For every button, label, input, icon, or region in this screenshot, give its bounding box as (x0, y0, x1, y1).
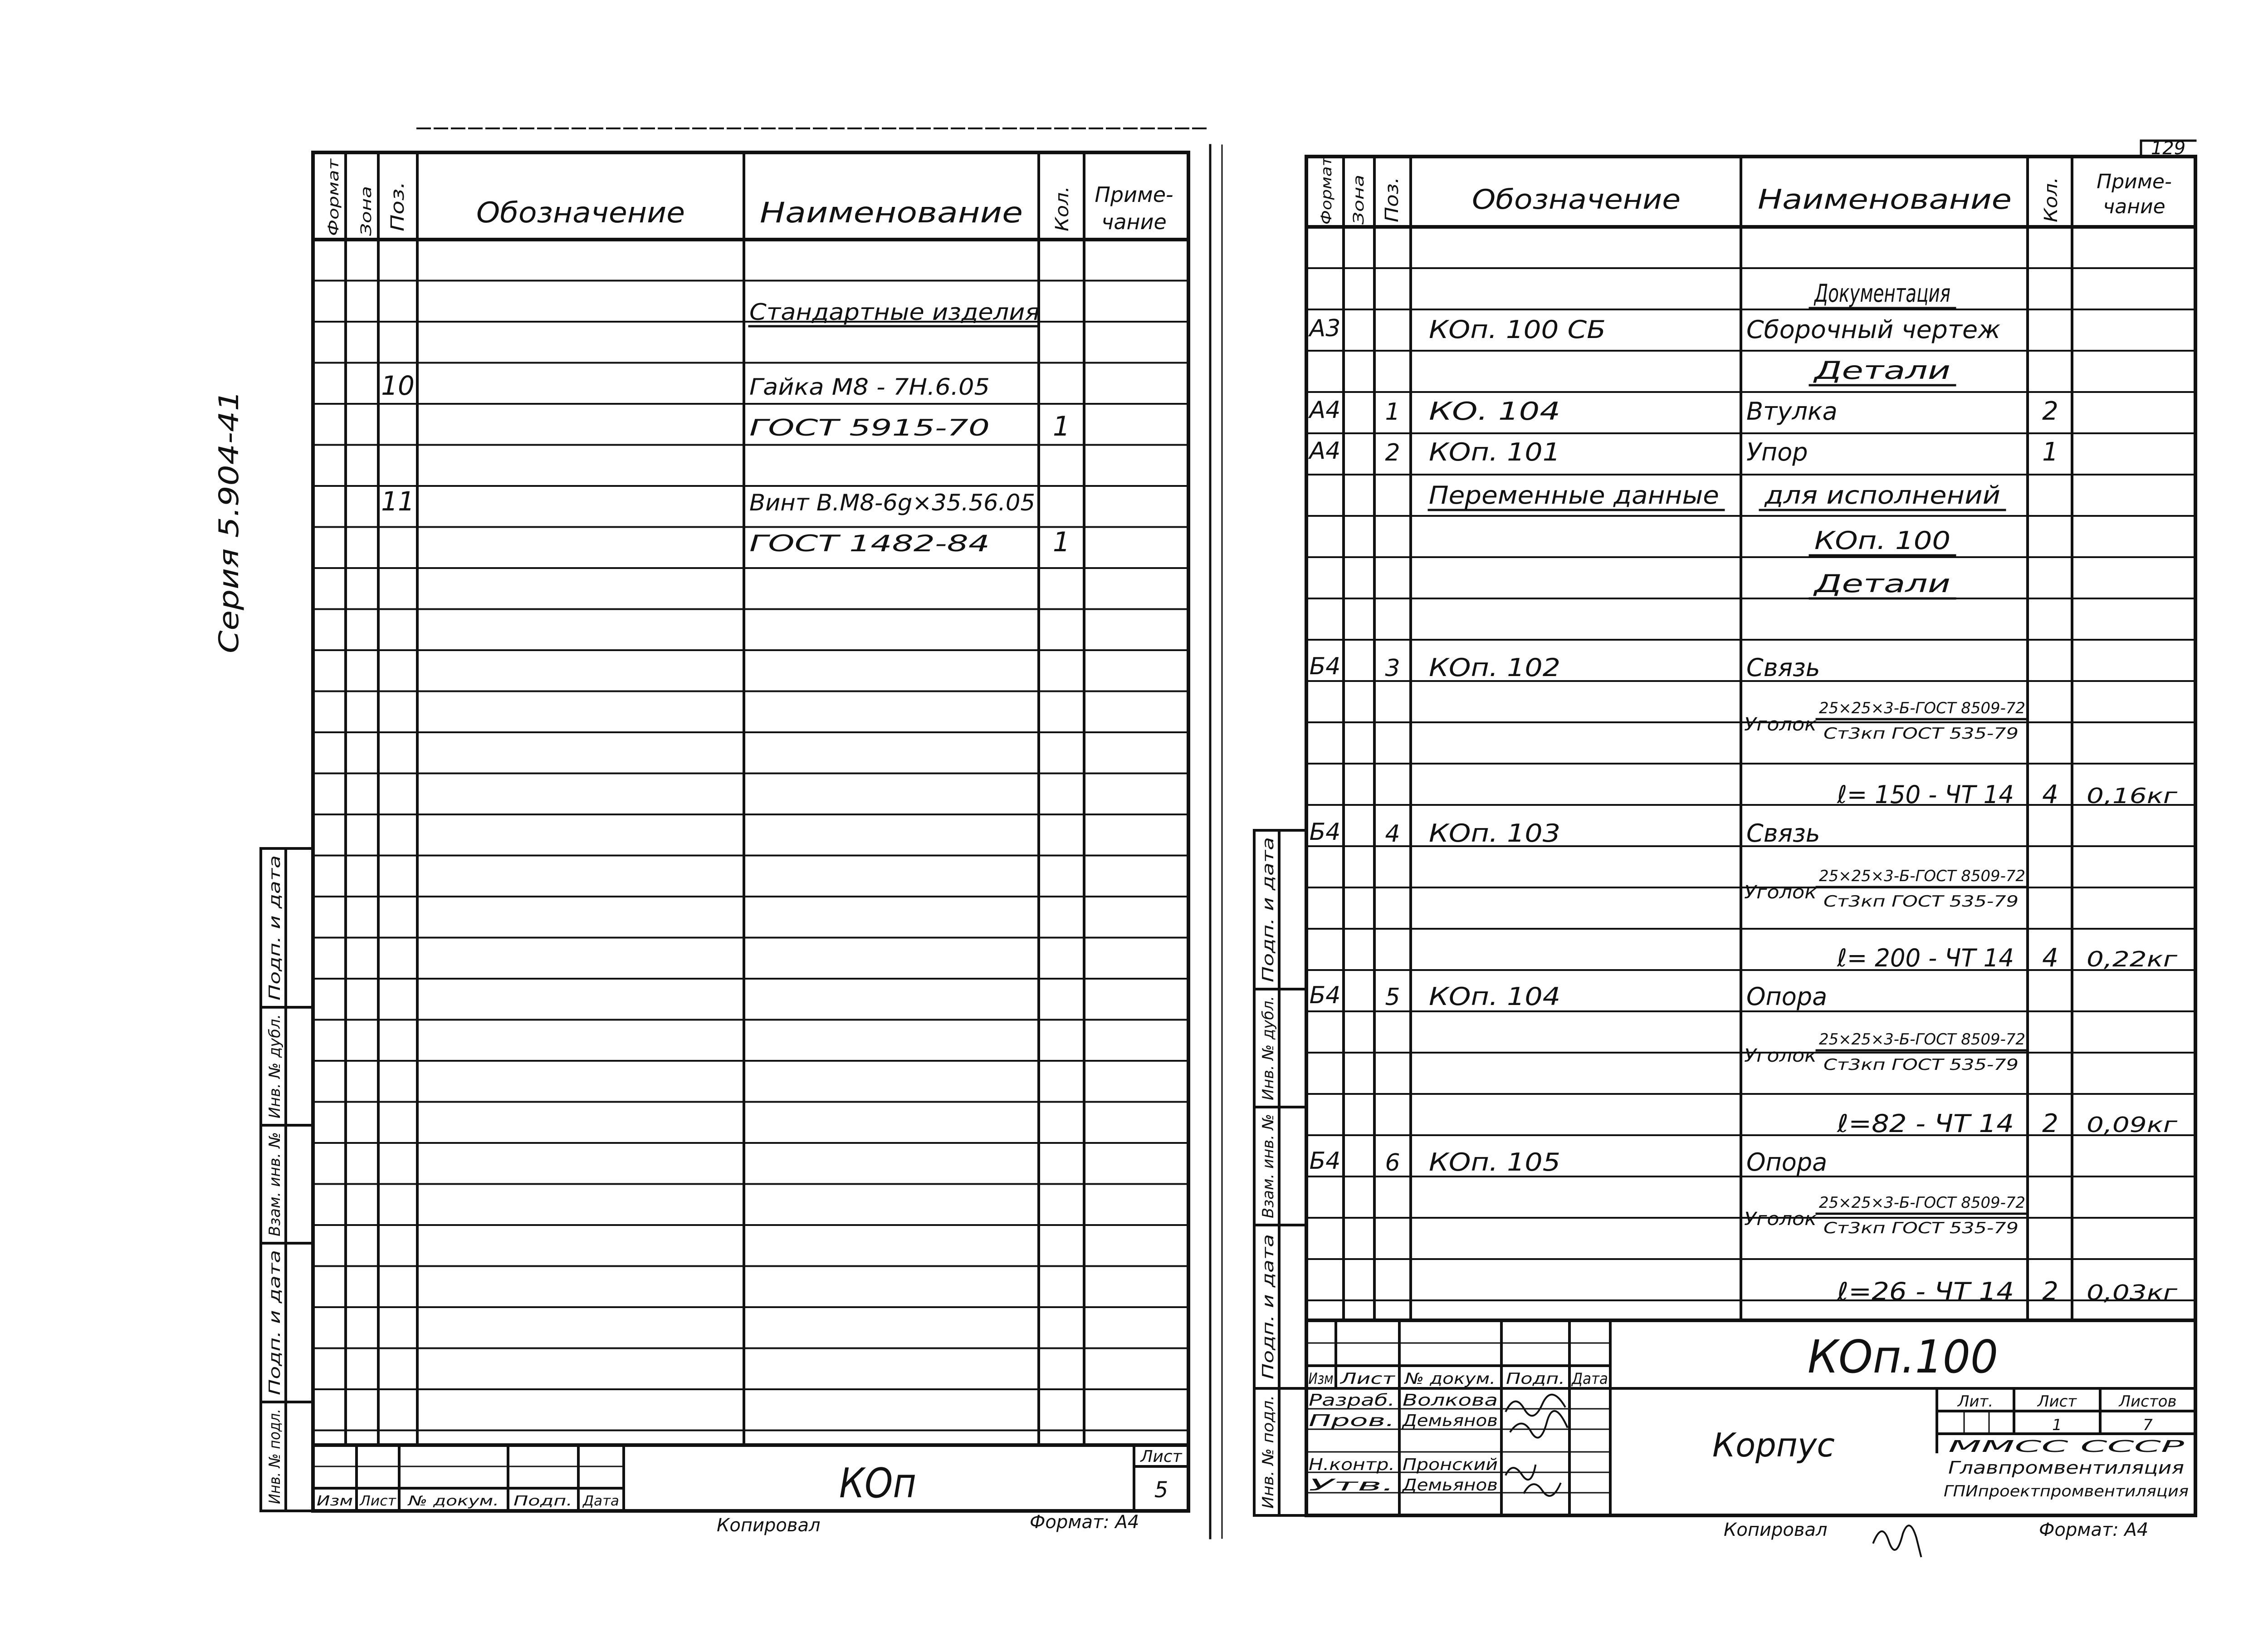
right-row-qty: 2 (2042, 1109, 2058, 1138)
right-sheets-label: Листов (2119, 1392, 2177, 1411)
right-tb-role: Утв. (1309, 1476, 1395, 1495)
right-row-qty: 2 (2042, 1277, 2058, 1306)
right-row-pos: 6 (1385, 1149, 1400, 1176)
right-row-format: А3 (1309, 315, 1341, 342)
right-row-name: ℓ=26 - ЧТ 14 (1836, 1277, 2014, 1306)
series-label: Серия 5.904-41 (213, 435, 245, 653)
left-stamp-label: Инв. № дубл. (266, 1013, 284, 1118)
left-tb-col: Изм (317, 1493, 353, 1509)
right-lit-label: Лит. (1957, 1392, 1994, 1411)
right-row-format: Б4 (1309, 982, 1341, 1009)
right-row-designation: КОп. 101 (1429, 438, 1560, 466)
left-tb-col: № докум. (407, 1493, 499, 1509)
right-row-name: для исполнений (1764, 481, 2000, 510)
right-row-pos: 5 (1385, 984, 1400, 1011)
right-row-name: КОп. 100 (1814, 526, 1950, 555)
left-stamp-label: Подп. и дата (266, 1290, 284, 1395)
right-row-name-bot: Ст3кп ГОСТ 535-79 (1823, 1219, 2019, 1237)
right-row-qty: 4 (2042, 943, 2058, 973)
left-row-name: ГОСТ 1482-84 (749, 530, 990, 557)
right-stamp-label: Подп. и дата (1259, 1274, 1277, 1379)
right-footer-copied: Копировал (1724, 1520, 1828, 1540)
right-row-name: Детали (1813, 569, 1950, 598)
right-tb-col: Лист (1339, 1370, 1396, 1388)
right-stamp-label: Взам. инв. № (1259, 1113, 1277, 1218)
right-row-name: Сборочный чертеж (1746, 315, 2001, 344)
right-tb-col: № докум. (1403, 1370, 1496, 1388)
right-row-name-top: 25×25×3-Б-ГОСТ 8509-72 (1819, 1194, 2025, 1212)
right-row-name-bot: Ст3кп ГОСТ 535-79 (1823, 725, 2019, 743)
right-row-format: А4 (1309, 397, 1341, 424)
right-stamp-label: Инв. № подл. (1259, 1402, 1277, 1509)
right-row-note: 0,09кг (2087, 1113, 2178, 1137)
right-row-name-bot: Ст3кп ГОСТ 535-79 (1823, 892, 2019, 911)
right-org-1: ММСС СССР (1948, 1437, 2185, 1456)
left-row-pos: 11 (381, 486, 415, 517)
left-stamp-label: Подп. и дата (266, 895, 284, 1000)
right-row-format: Б4 (1309, 653, 1341, 680)
left-row-pos: 10 (381, 370, 415, 401)
right-row-name: Опора (1746, 1148, 1828, 1176)
left-header-note-2: чание (1101, 210, 1167, 234)
right-row-name: Втулка (1746, 397, 1838, 426)
right-row-qty: 4 (2042, 780, 2058, 809)
right-item-name: Корпус (1712, 1426, 1835, 1464)
right-row-format: А4 (1309, 437, 1341, 465)
right-org-3: ГПИпроектпромвентиляция (1944, 1482, 2189, 1500)
right-tb-role: Разраб. (1309, 1391, 1395, 1410)
right-row-name: Документация (1813, 279, 1950, 308)
text-layer (213, 138, 2189, 1540)
right-row-note: 0,16кг (2087, 784, 2178, 808)
right-tb-role: Пров. (1309, 1412, 1395, 1430)
right-row-designation: КОп. 102 (1429, 653, 1560, 682)
right-row-designation: КОп. 103 (1429, 819, 1560, 848)
left-stamp-label: Инв. № подл. (266, 1397, 284, 1504)
left-header-pos: Поз. (387, 191, 408, 231)
right-sheets-value: 7 (2143, 1416, 2153, 1434)
right-row-pos: 2 (1385, 439, 1400, 466)
right-header-pos: Поз. (1382, 182, 1403, 222)
right-tb-person: Демьянов (1401, 1476, 1498, 1495)
right-row-name: Упор (1746, 438, 1808, 466)
left-row-name: Стандартные изделия (749, 299, 1040, 325)
left-header-format: Формат (325, 177, 342, 236)
left-footer-format: Формат: А4 (1030, 1512, 1139, 1533)
left-row-name: Гайка М8 - 7Н.6.05 (749, 374, 990, 400)
right-row-pos: 4 (1385, 820, 1400, 848)
left-tb-col: Дата (582, 1493, 619, 1509)
right-tb-person: Пронский (1403, 1456, 1498, 1474)
right-row-name: Детали (1813, 356, 1950, 385)
left-row-qty: 1 (1052, 526, 1070, 558)
right-row-designation: КОп. 105 (1429, 1148, 1560, 1176)
right-row-note: 0,03кг (2087, 1280, 2178, 1305)
left-header-note-1: Приме- (1095, 182, 1173, 207)
right-row-prefix: Уголок (1744, 1209, 1817, 1230)
right-tb-col: Изм (1308, 1370, 1334, 1388)
right-stamp-label: Подп. и дата (1259, 877, 1277, 982)
right-row-name: Опора (1746, 982, 1828, 1011)
right-header-name: Наименование (1758, 184, 2012, 216)
right-row-name: ℓ= 200 - ЧТ 14 (1837, 944, 2014, 972)
left-tb-col: Подп. (513, 1493, 572, 1509)
right-tb-col: Дата (1571, 1370, 1608, 1388)
right-stamp-label: Инв. № дубл. (1259, 995, 1277, 1100)
right-row-name: Связь (1746, 653, 1820, 682)
right-row-name-top: 25×25×3-Б-ГОСТ 8509-72 (1819, 867, 2025, 885)
right-tb-col: Подп. (1506, 1370, 1565, 1388)
left-row-name: Винт В.М8-6g×35.56.05 (749, 490, 1035, 516)
right-row-note: 0,22кг (2087, 947, 2178, 971)
right-sheet-value: 1 (2052, 1416, 2062, 1434)
right-row-name-top: 25×25×3-Б-ГОСТ 8509-72 (1819, 699, 2025, 717)
left-sheet-label: Лист (1140, 1447, 1182, 1466)
right-header-qty: Кол. (2041, 181, 2062, 222)
left-sheet-no: 5 (1154, 1477, 1168, 1503)
left-columns (313, 152, 1188, 1445)
right-tb-person: Волкова (1403, 1391, 1498, 1410)
left-stamp-label: Взам. инв. № (266, 1132, 284, 1236)
right-row-format: Б4 (1309, 1147, 1341, 1175)
right-org-2: Главпромвентиляция (1948, 1458, 2184, 1478)
left-header-designation: Обозначение (476, 196, 685, 229)
right-row-designation: Переменные данные (1429, 481, 1719, 510)
right-row-pos: 3 (1385, 655, 1400, 682)
right-row-name: ℓ=82 - ЧТ 14 (1836, 1109, 2014, 1138)
left-header-qty: Кол. (1052, 190, 1073, 231)
right-page-no: 129 (2151, 138, 2186, 159)
right-header-zone: Зона (1350, 188, 1367, 225)
right-row-name: ℓ= 150 - ЧТ 14 (1837, 780, 2014, 809)
left-code: КОп (839, 1460, 916, 1507)
left-tb-col: Лист (359, 1493, 397, 1509)
right-header-note-2: чание (2103, 195, 2165, 218)
left-footer-copied: Копировал (717, 1515, 821, 1536)
right-designation: КОп.100 (1808, 1330, 1998, 1383)
right-header-designation: Обозначение (1472, 184, 1681, 216)
right-footer-format: Формат: А4 (2039, 1520, 2149, 1540)
left-row-name: ГОСТ 5915-70 (749, 415, 990, 441)
left-header-zone: Зона (357, 199, 375, 236)
right-tb-person: Демьянов (1401, 1412, 1498, 1430)
right-row-format: Б4 (1309, 819, 1341, 846)
right-header-note-1: Приме- (2097, 170, 2172, 193)
left-row-qty: 1 (1052, 411, 1070, 442)
right-row-prefix: Уголок (1744, 882, 1817, 903)
right-row-prefix: Уголок (1744, 1045, 1817, 1066)
right-row-name: Связь (1746, 819, 1820, 848)
right-row-name-bot: Ст3кп ГОСТ 535-79 (1823, 1056, 2019, 1074)
right-row-qty: 2 (2042, 397, 2058, 426)
right-row-qty: 1 (2042, 437, 2058, 467)
right-header-format: Формат (1318, 166, 1335, 225)
right-row-prefix: Уголок (1744, 714, 1817, 735)
right-sheet-label: Лист (2037, 1392, 2077, 1411)
right-tb-role: Н.контр. (1309, 1456, 1395, 1474)
right-row-designation: КО. 104 (1429, 397, 1560, 426)
left-header-name: Наименование (760, 196, 1023, 229)
right-row-designation: КОп. 104 (1429, 982, 1560, 1011)
right-row-designation: КОп. 100 СБ (1429, 315, 1606, 344)
right-row-pos: 1 (1385, 398, 1400, 426)
right-row-name-top: 25×25×3-Б-ГОСТ 8509-72 (1819, 1030, 2025, 1049)
